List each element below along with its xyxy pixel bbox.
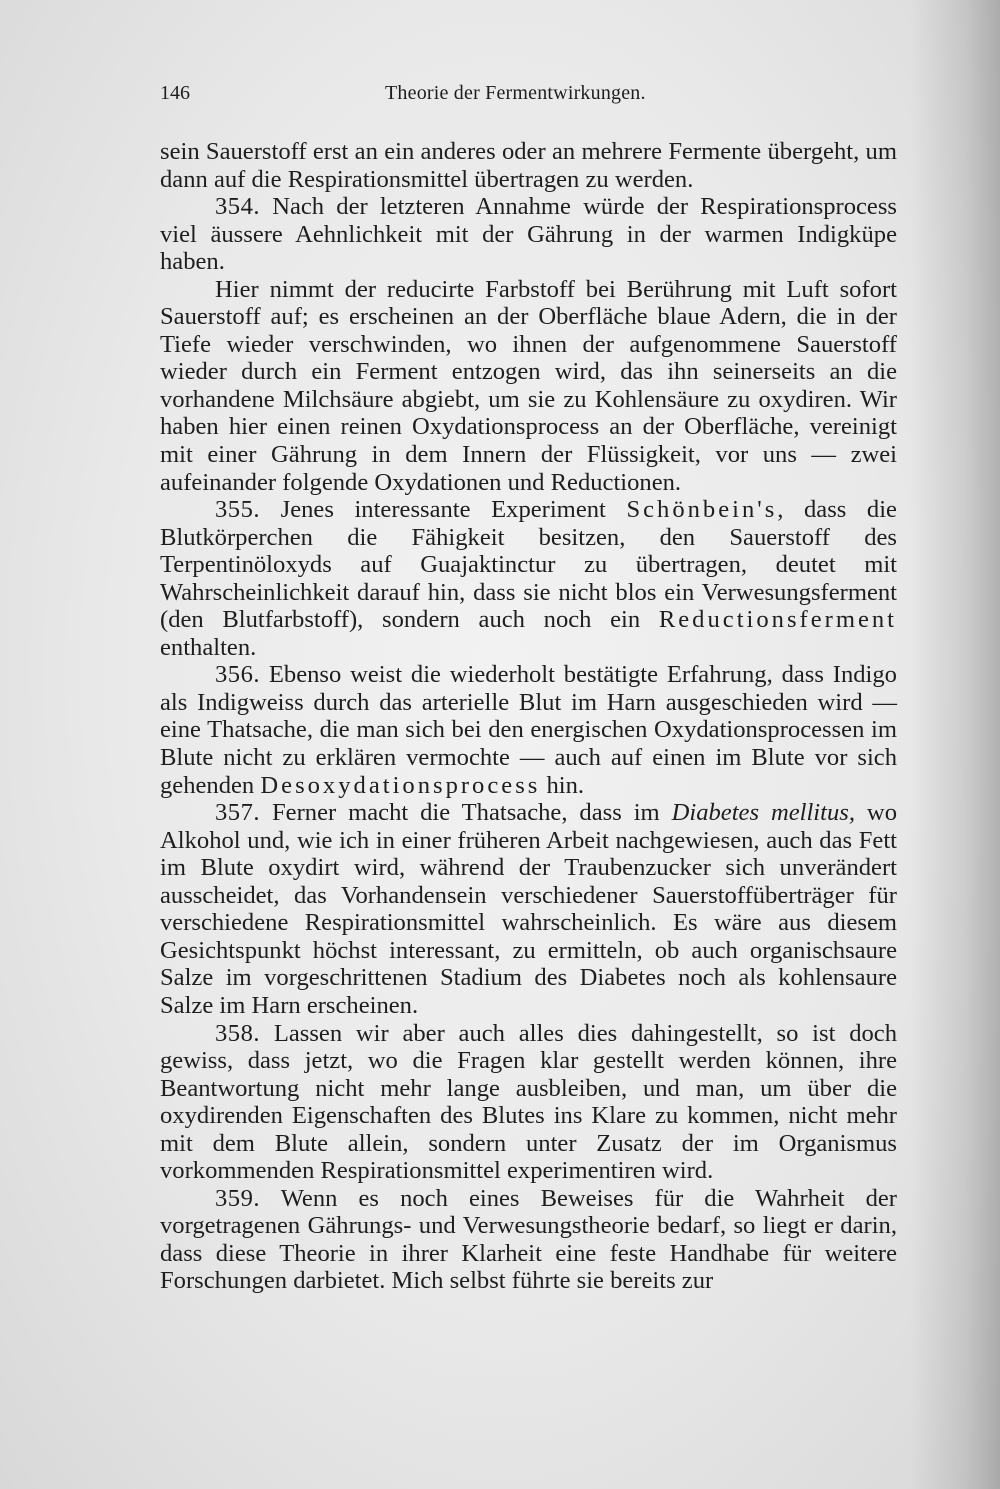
paragraph-text: sein Sauerstoff erst an ein anderes oder an mehrere Fermente übergeht, um dann auf die Respirationsmittel übertragen zu werden. bbox=[160, 138, 897, 193]
paragraph-text: Lassen wir aber auch alles dies dahingestellt, so ist doch gewiss, dass jetzt, wo die Fragen klar gestellt werden können, ihre Beantwortung nicht mehr lange ausbleiben, und man, um über die oxydirenden Eigenschaften des Blutes ins Klare zu kommen, nicht mehr mit dem Blute allein, sondern unter Zusatz der im Organismus vorkommenden Respirationsmittel experimentiren wird. bbox=[160, 1019, 897, 1185]
section-number: 354. bbox=[215, 193, 261, 221]
paragraph-354 bbox=[160, 193, 897, 276]
paragraph-text: Ebenso weist die wiederholt bestätigte Erfahrung, dass Indigo als Indigweiss durch das arterielle Blut im Harn ausgeschieden wird — eine Thatsache, die man sich bei den energischen Oxydationsprocessen im Blute nicht zu erklären vermochte — auch auf einen im Blute vor sich gehenden bbox=[160, 661, 897, 799]
paragraph-text: Nach der letzteren Annahme würde der Respirationsprocess viel äussere Aehnlichkeit mit der Gährung in der warmen Indigküpe haben. bbox=[160, 193, 897, 276]
running-head: Theorie der Fermentwirkungen. bbox=[385, 82, 646, 104]
paragraph-358 bbox=[160, 1020, 897, 1185]
paragraph-text: Hier nimmt der reducirte Farbstoff bei Berührung mit Luft sofort Sauerstoff auf; es erscheinen an der Oberfläche blaue Adern, die in der Tiefe wieder verschwinden, wo ihnen der aufgenommene Sauerstoff wieder durch ein Ferment entzogen wird, das ihn seinerseits an die vorhandene Milchsäure abgiebt, um sie zu Kohlensäure zu oxydiren. Wir haben hier einen reinen Oxydationsprocess an der Oberfläche, vereinigt mit einer Gährung in dem Innern der Flüssigkeit, vor uns — zwei aufeinander folgende Oxydationen und Reductionen. bbox=[160, 275, 897, 496]
paragraph-continuation bbox=[160, 138, 897, 193]
paragraph-357 bbox=[160, 799, 897, 1019]
paragraph-359 bbox=[160, 1185, 897, 1295]
body-text bbox=[160, 138, 897, 1295]
paragraph-text: , dass die Blutkörperchen die Fähigkeit besitzen, den Sauerstoff des Terpentinöloxyds auf Guajaktinctur zu übertragen, deutet mit Wahrscheinlichkeit darauf hin, dass sie nicht blos ein Verwesungsferment (den Blutfarbstoff), sondern auch noch ein bbox=[160, 496, 897, 634]
paragraph-text: Ferner macht die Thatsache, dass im bbox=[271, 799, 672, 827]
section-number: 359. bbox=[215, 1184, 261, 1212]
paragraph-356 bbox=[160, 661, 897, 799]
section-number: 357. bbox=[215, 799, 261, 827]
section-number: 356. bbox=[215, 661, 261, 689]
paragraph-text: enthalten. bbox=[160, 633, 257, 661]
paragraph-text: wo Alkohol und, wie ich in einer früheren Arbeit nachgewiesen, auch das Fett im Blute oxydirt wird, während der Traubenzucker sich unverändert ausscheidet, das Vorhandensein verschiedener Sauerstoffüberträger für verschiedene Respirationsmittel wahrscheinlich. Es wäre aus diesem Gesichtspunkt höchst interessant, zu ermitteln, ob auch organischsaure Salze im vorgeschrittenen Stadium des Diabetes noch als kohlensaure Salze im Harn erscheinen. bbox=[160, 799, 897, 1019]
paragraph-text: Jenes interessante Experiment bbox=[280, 496, 627, 524]
paragraph-text: hin. bbox=[540, 771, 585, 799]
page-header bbox=[160, 82, 897, 112]
spaced-term: Reductionsferment bbox=[658, 606, 897, 634]
page-number: 146 bbox=[160, 82, 190, 104]
paragraph-354-continued bbox=[160, 276, 897, 496]
italic-term: Diabetes mellitus, bbox=[671, 799, 855, 827]
section-number: 355. bbox=[215, 496, 261, 524]
spaced-author-name: Schönbein's bbox=[626, 496, 778, 524]
spaced-term: Desoxydationsprocess bbox=[260, 771, 541, 799]
section-number: 358. bbox=[215, 1019, 261, 1047]
paragraph-text: Wenn es noch eines Beweises für die Wahrheit der vorgetragenen Gährungs- und Verwesungstheorie bedarf, so liegt er darin, dass diese Theorie in ihrer Klarheit eine feste Handhabe für weitere Forschungen darbietet. Mich selbst führte sie bereits zur bbox=[160, 1184, 897, 1295]
paragraph-355 bbox=[160, 496, 897, 661]
